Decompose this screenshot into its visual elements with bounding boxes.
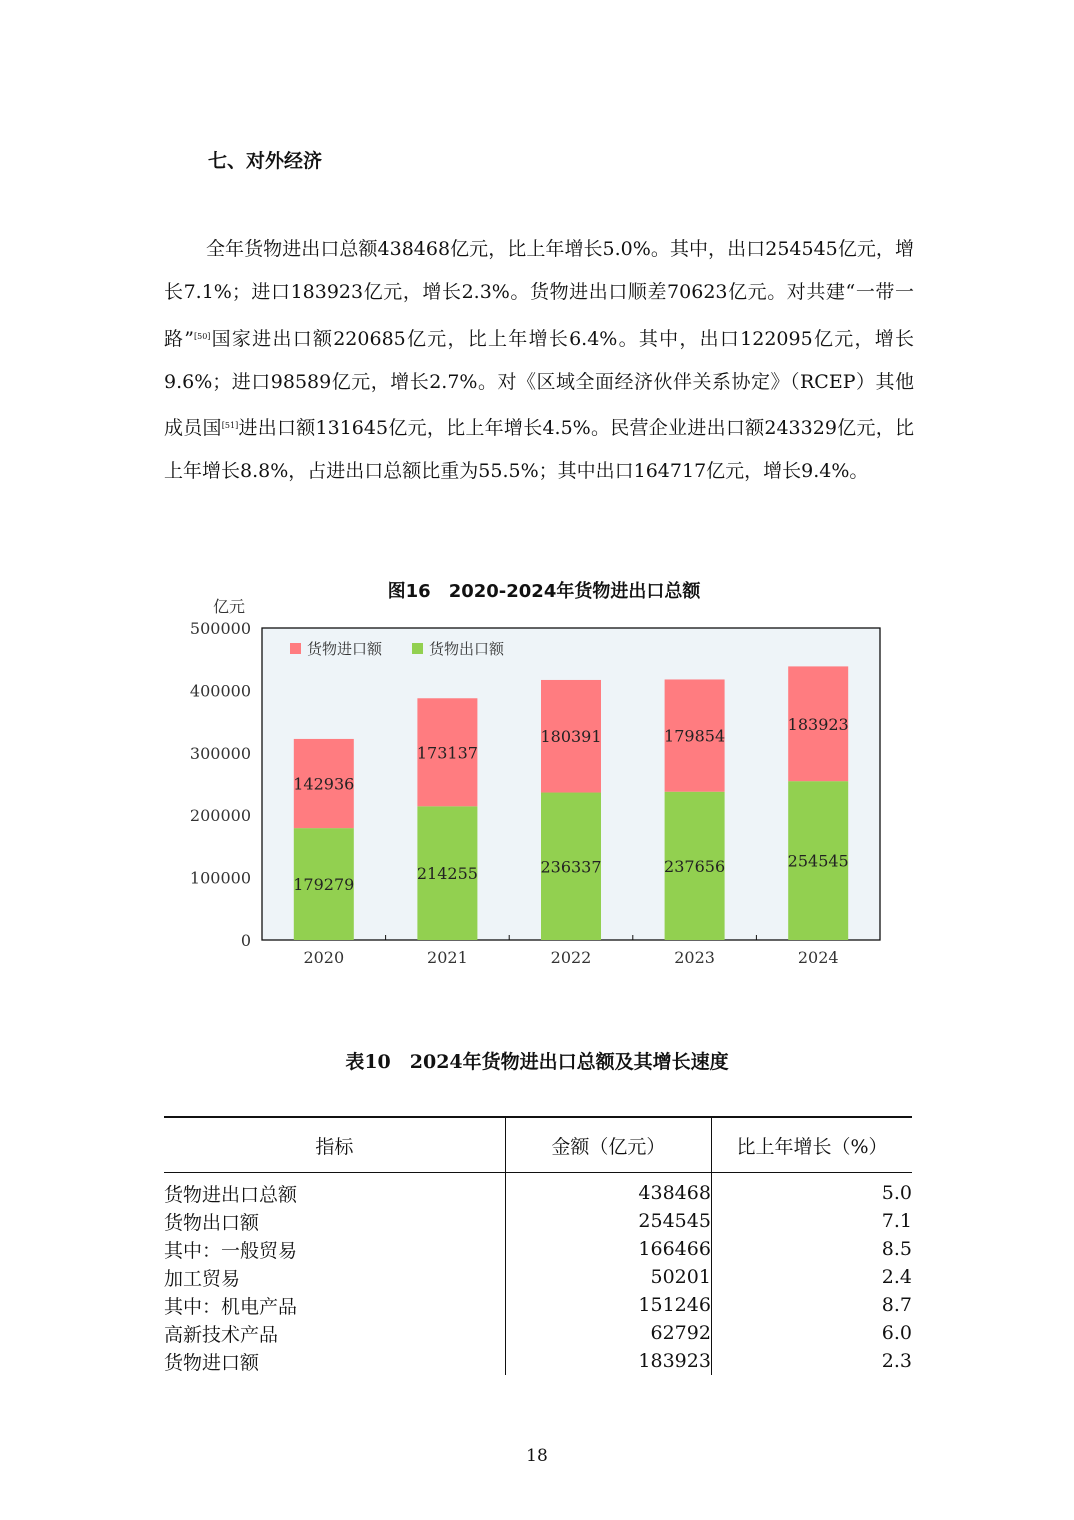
table-row (164, 1319, 912, 1347)
data-label-import-2021: 173137 (416, 743, 478, 763)
page-number: 18 (526, 1446, 548, 1466)
paragraph-text-3: 进出口额131645亿元，比上年增长4.5%。民营企业进出口额243329亿元，比上年增长8.8%，占进出口总额比重为55.5%；其中出口164717亿元，增长9.4%。 (164, 417, 914, 483)
y-ticks-group (190, 619, 251, 950)
data-label-export-2022: 236337 (540, 857, 602, 877)
chart-svg (176, 572, 896, 974)
row-label: 其中：机电产品 (164, 1295, 298, 1318)
row-label: 货物出口额 (164, 1211, 260, 1234)
row-label: 加工贸易 (164, 1267, 241, 1290)
table-title: 表10 2024年货物进出口总额及其增长速度 (345, 1051, 729, 1073)
x-tick-label-2020: 2020 (303, 948, 345, 967)
legend-export-label: 货物出口额 (429, 640, 505, 658)
row-amount: 151246 (505, 1291, 711, 1319)
data-label-import-2020: 142936 (293, 774, 355, 794)
row-amount: 166466 (505, 1235, 711, 1263)
footnote-ref-50[interactable]: [50] (193, 331, 211, 341)
legend-import-label: 货物进口额 (307, 640, 383, 658)
paragraph-text-2: 国家进出口额220685亿元，比上年增长6.4%。其中，出口122095亿元，增长9.6%；进口98589亿元，增长2.7%。对《区域全面经济伙伴关系协定》（RCEP）其他成员国 (164, 327, 914, 440)
section-title: 七、对外经济 (208, 150, 323, 172)
table-row (164, 1207, 912, 1235)
row-amount: 254545 (505, 1207, 711, 1235)
x-tick-label-2021: 2021 (427, 948, 468, 967)
data-label-export-2021: 214255 (416, 864, 478, 884)
data-label-import-2023: 179854 (664, 726, 726, 746)
row-growth: 8.5 (711, 1235, 912, 1263)
row-growth: 2.3 (711, 1347, 912, 1375)
table-row (164, 1235, 912, 1263)
row-growth: 5.0 (711, 1173, 912, 1208)
data-label-export-2020: 179279 (293, 875, 355, 895)
row-label: 货物进口额 (164, 1351, 260, 1374)
row-label: 其中：一般贸易 (164, 1239, 298, 1262)
trade-table (164, 1116, 912, 1375)
row-growth: 8.7 (711, 1291, 912, 1319)
row-amount: 50201 (505, 1263, 711, 1291)
table-row (164, 1291, 912, 1319)
row-amount: 438468 (505, 1173, 711, 1208)
row-amount: 62792 (505, 1319, 711, 1347)
y-tick-label-300000: 300000 (189, 743, 251, 763)
chart-title: 图16 2020-2024年货物进出口总额 (387, 581, 701, 602)
data-label-export-2024: 254545 (787, 851, 849, 871)
chart-y-axis-label: 亿元 (213, 597, 246, 616)
data-label-import-2024: 183923 (787, 714, 849, 734)
x-tick-label-2024: 2024 (797, 948, 839, 967)
paragraph-text-1: 全年货物进出口总额438468亿元，比上年增长5.0%。其中，出口254545亿元，增长7.1%；进口183923亿元，增长2.3%。货物进出口顺差70623亿元。对共建“一带一路” (164, 238, 914, 350)
row-growth: 6.0 (711, 1319, 912, 1347)
x-tick-label-2023: 2023 (674, 948, 715, 967)
legend-export-swatch (412, 643, 423, 654)
row-label: 高新技术产品 (164, 1323, 279, 1346)
x-tick-label-2022: 2022 (550, 948, 592, 967)
legend-import-swatch (290, 643, 301, 654)
header-amount: 金额（亿元） (505, 1117, 711, 1173)
row-growth: 2.4 (711, 1263, 912, 1291)
trade-chart (176, 572, 896, 974)
data-label-export-2023: 237656 (664, 856, 726, 876)
table-header-row (164, 1117, 912, 1173)
y-tick-label-200000: 200000 (189, 806, 251, 826)
table-row (164, 1263, 912, 1291)
header-growth: 比上年增长（%） (711, 1117, 912, 1173)
y-tick-label-500000: 500000 (189, 619, 251, 638)
table-row (164, 1347, 912, 1375)
row-amount: 183923 (505, 1347, 711, 1375)
table-row (164, 1173, 912, 1208)
y-tick-label-100000: 100000 (189, 868, 251, 888)
data-label-import-2022: 180391 (540, 727, 602, 747)
y-tick-label-0: 0 (240, 931, 251, 950)
header-indicator: 指标 (164, 1117, 505, 1173)
footnote-ref-51[interactable]: [51] (221, 421, 239, 431)
row-label: 货物进出口总额 (164, 1183, 298, 1206)
row-growth: 7.1 (711, 1207, 912, 1235)
body-paragraph (164, 228, 914, 494)
y-tick-label-400000: 400000 (189, 681, 251, 701)
